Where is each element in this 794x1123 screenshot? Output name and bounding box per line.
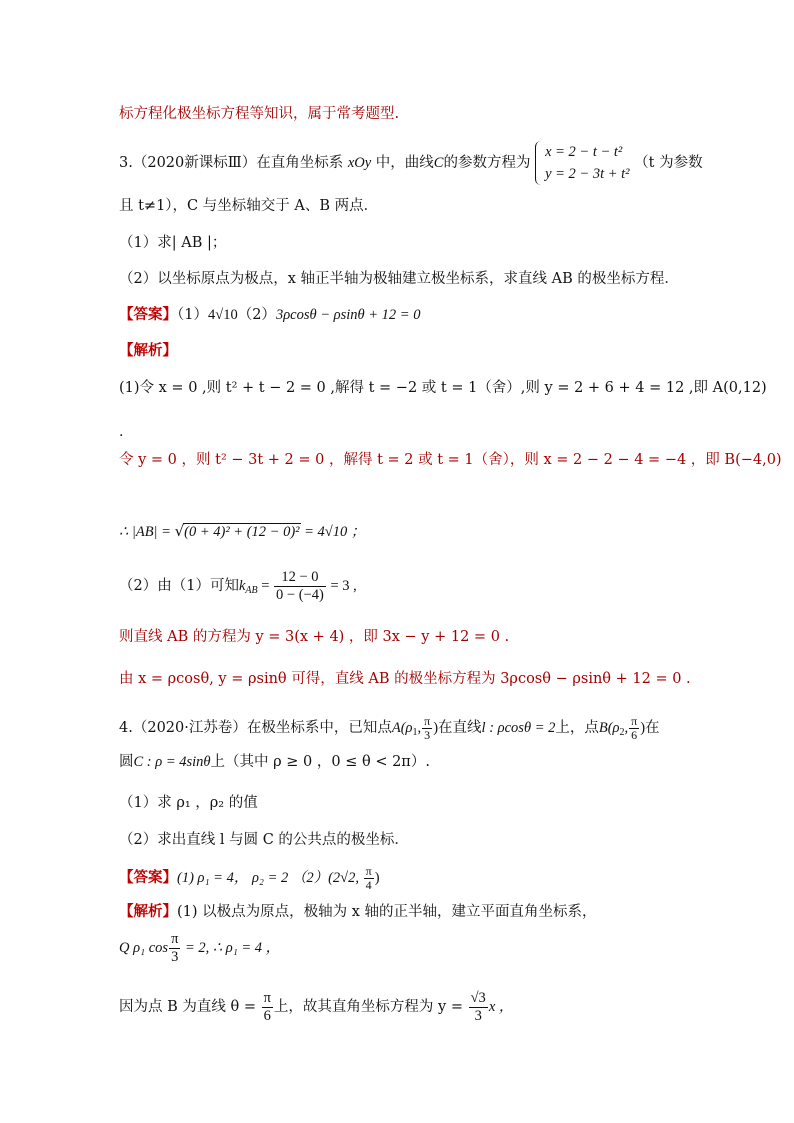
q3-slope-fraction	[274, 569, 326, 604]
q4-answer-close: )	[374, 870, 380, 886]
q4-stem-b: 在直线	[438, 720, 482, 736]
q3-answer-label: 【答案】	[119, 306, 177, 323]
q4-circle-pre: 圆	[119, 754, 134, 770]
q3-sol-1c-rad: (0 + 4)² + (12 − 0)²	[184, 524, 300, 540]
q4-sol-3-den: 6	[263, 1007, 271, 1024]
q3-stem-a: 在直角坐标系	[256, 155, 344, 171]
q4-circle-eq: C : ρ = 4sinθ	[133, 754, 211, 770]
q4-answer-den: 4	[365, 877, 372, 892]
q4-point-b-angle	[629, 715, 639, 742]
q4-sol-3-fraction	[262, 990, 273, 1025]
q4-sol-2-den: 3	[171, 948, 179, 965]
q4-number: 4.	[119, 720, 133, 736]
q3-part2: （2）以坐标原点为极点，x 轴正半轴为极轴建立极坐标系，求直线 AB 的极坐标方程．	[119, 271, 679, 287]
q3-sol-dot: .	[119, 424, 124, 440]
q3-stem-b: 中，曲线	[375, 155, 434, 171]
q4-sol-1-line	[119, 901, 689, 923]
q3-slope-den: 0 − (−4)	[276, 586, 324, 603]
q3-part1: （1）求| AB |；	[119, 235, 227, 251]
q3-analysis-label: 【解析】	[119, 342, 177, 359]
q4-answer-label: 【答案】	[119, 869, 177, 886]
q4-sol-3-num: π	[263, 989, 271, 1006]
q4-sol-3	[119, 985, 689, 1029]
q3-sol-1c-post: = 4√10 ；	[300, 524, 366, 540]
q4-sol-3-num2: √3	[470, 989, 486, 1006]
q4-sol-3-fraction2	[469, 990, 488, 1025]
q3-stem-line1	[119, 140, 703, 186]
q3-source: （2020新课标Ⅲ）	[132, 155, 257, 171]
q4-part2: （2）求出直线 l 与圆 C 的公共点的极坐标．	[119, 832, 409, 848]
q4-answer	[119, 858, 689, 898]
q4-sol-2-fraction	[169, 931, 180, 966]
q4-point-b-num: π	[631, 713, 638, 728]
q4-stem-line1: 4.（2020·江苏卷）在极坐标系中，已知点$A(\rho_1$, $\frac{\pi}{3}$ )在直线l : ρcosθ = 2上，点$B(\rho_2$, $\frac{\pi}{6}$ )在	[119, 713, 660, 742]
q3-answer-1-val: 4√10	[207, 307, 238, 323]
q4-answer-angle	[364, 865, 374, 892]
q4-sol-3-post: x ，	[488, 999, 514, 1015]
q3-sol-1c	[119, 520, 689, 543]
q4-sol-3-den2: 3	[474, 1007, 482, 1024]
q4-analysis-label: 【解析】	[119, 903, 177, 920]
q4-sol-3-mid: 上，故其直角坐标方程为 y =	[273, 999, 468, 1015]
q4-sol-2-num: π	[171, 930, 179, 947]
q3-sol-2c: 由 x = ρcosθ, y = ρsinθ 可得，直线 AB 的极坐标方程为 3ρcosθ − ρsinθ + 12 = 0 .	[119, 671, 691, 687]
q4-sol-1: (1) 以极点为原点，极轴为 x 轴的正半轴，建立平面直角坐标系，	[177, 904, 597, 920]
q4-point-a-sub: 1	[412, 727, 418, 738]
q4-point-b-sub: 2	[619, 727, 625, 738]
q4-point-b-den: 6	[631, 727, 638, 742]
q3-sol-1a: (1)令 x = 0 ,则 t² + t − 2 = 0 ,解得 t = −2 或 t = 1（舍）,则 y = 2 + 6 + 4 = 12 ,即 A(0,12)	[119, 380, 767, 396]
q4-sol-2	[119, 928, 689, 968]
q3-answer-2: （2）	[237, 307, 276, 323]
q3-answer-1: （1）	[177, 307, 208, 323]
q3-sol-2a-k: k	[238, 578, 246, 594]
q3-stem-c: 的参数方程为	[443, 155, 531, 171]
q3-answer-2-val: 3ρcosθ − ρsinθ + 12 = 0	[275, 307, 421, 323]
q3-sol-2a-sub: AB	[245, 585, 258, 596]
q4-stem-c: 上，点	[555, 720, 599, 736]
q3-number: 3.	[119, 155, 133, 171]
q4-point-a-angle	[422, 715, 432, 742]
q3-answer	[119, 304, 689, 326]
q4-part1: （1）求 ρ₁ ，ρ₂ 的值	[119, 795, 258, 811]
q4-stem-line2	[119, 751, 689, 773]
q3-curve: C	[433, 155, 444, 171]
q3-eq-x: x = 2 − t − t²	[545, 144, 623, 160]
q3-stem-line2: 且 t≠1），C 与坐标轴交于 A、B 两点．	[119, 198, 379, 214]
intro-tail: 标方程化极坐标方程等知识，属于常考题型.	[119, 106, 400, 122]
sqrt-icon: √	[174, 522, 185, 540]
q3-sol-1b: 令 y = 0 ，则 t² − 3t + 2 = 0 ，解得 t = 2 或 t = 1（舍），则 x = 2 − 2 − 4 = −4 ，即 B(−4,0)	[119, 452, 782, 468]
q4-point-a-den: 3	[424, 727, 431, 742]
q4-circle-post: 上（其中 ρ ≥ 0 ，0 ≤ θ < 2π）.	[210, 754, 430, 770]
q4-stem-a: 在极坐标系中，已知点	[246, 720, 392, 736]
q4-sol-2-pre: Q ρ₁ cos	[119, 940, 169, 956]
brace-icon	[535, 141, 544, 185]
q3-slope-num: 12 − 0	[274, 569, 326, 587]
q4-stem-d: 在	[645, 720, 660, 736]
q4-source: （2020·江苏卷）	[132, 720, 247, 736]
q4-sol-2-post: = 2, ∴ ρ₁ = 4 ，	[181, 940, 281, 956]
q4-point-a-pre: A(ρ	[391, 720, 413, 736]
q3-coord-sys: xOy	[347, 155, 372, 171]
q3-sol-2a: （2）由（1）可知$k_{AB}$ = $\frac{12 - 0}{0 - (-4)}$ = 3 ,	[119, 568, 357, 603]
q4-answer-text: (1) ρ₁ = 4， ρ₂ = 2 （2）(2√2,	[177, 870, 363, 886]
q3-sol-2a-pre: （2）由（1）可知	[119, 578, 239, 594]
q3-sol-2a-post: = 3 ,	[326, 578, 357, 594]
q4-point-b-pre: B(ρ	[598, 720, 620, 736]
q3-eq-y: y = 2 − 3t + t²	[545, 166, 630, 182]
q4-point-a-num: π	[424, 713, 431, 728]
q4-sol-3-pre: 因为点 B 为直线 θ =	[119, 999, 261, 1015]
q3-sol-2b: 则直线 AB 的方程为 y = 3(x + 4) ，即 3x − y + 12 = 0 .	[119, 629, 510, 645]
q3-param-system	[535, 141, 629, 185]
q4-answer-num: π	[365, 863, 372, 878]
q3-param-note: （t 为参数	[634, 155, 703, 171]
q4-line-l: l : ρcosθ = 2	[481, 720, 556, 736]
q3-sol-1c-pre: ∴ |AB| =	[119, 524, 175, 540]
